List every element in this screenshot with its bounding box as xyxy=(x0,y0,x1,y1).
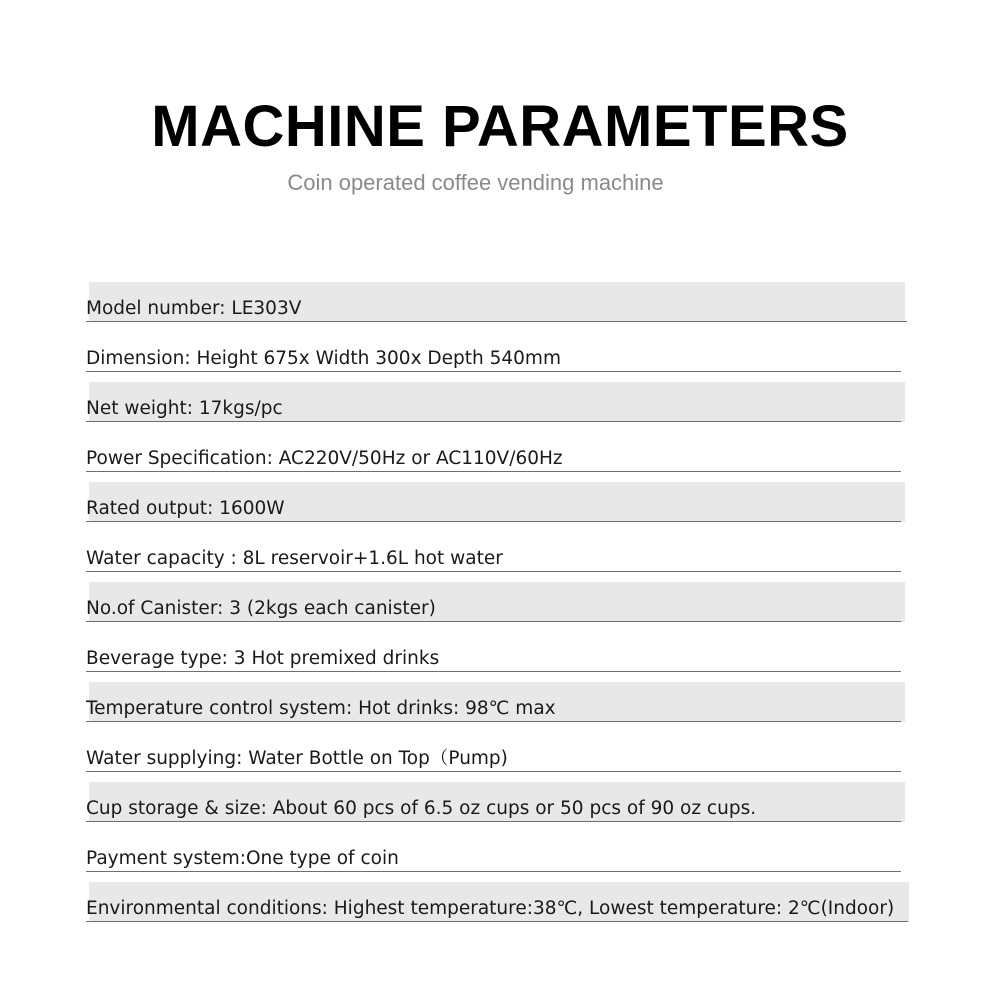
parameter-list xyxy=(0,282,1000,932)
row-divider xyxy=(86,871,901,872)
parameter-row xyxy=(0,332,1000,382)
parameter-water-capacity: Water capacity : 8L reservoir+1.6L hot water xyxy=(86,548,503,569)
row-divider xyxy=(86,771,901,772)
row-divider xyxy=(86,571,901,572)
parameter-canister: No.of Canister: 3 (2kgs each canister) xyxy=(86,598,436,619)
row-divider xyxy=(86,521,901,522)
row-divider xyxy=(86,471,901,472)
parameter-temperature-control: Temperature control system: Hot drinks: 98℃ max xyxy=(86,698,556,719)
parameter-row xyxy=(0,582,1000,632)
parameter-environmental-conditions: Environmental conditions: Highest temperature:38℃, Lowest temperature: 2℃(Indoor) xyxy=(86,898,895,919)
parameter-row xyxy=(0,432,1000,482)
parameter-row xyxy=(0,732,1000,782)
parameter-row xyxy=(0,832,1000,882)
row-divider xyxy=(86,621,901,622)
row-divider xyxy=(86,671,901,672)
parameter-row xyxy=(0,382,1000,432)
parameter-row xyxy=(0,682,1000,732)
parameter-payment-system: Payment system:One type of coin xyxy=(86,848,399,869)
row-divider xyxy=(86,721,901,722)
parameter-cup-storage: Cup storage & size: About 60 pcs of 6.5 oz cups or 50 pcs of 90 oz cups. xyxy=(86,798,757,819)
row-divider xyxy=(86,321,907,322)
page-subtitle: Coin operated coffee vending machine xyxy=(287,170,664,195)
parameter-beverage-type: Beverage type: 3 Hot premixed drinks xyxy=(86,648,440,669)
parameter-model-number: Model number: LE303V xyxy=(86,298,302,319)
parameter-power-specification: Power Specification: AC220V/50Hz or AC110V/60Hz xyxy=(86,448,563,469)
row-divider xyxy=(86,371,901,372)
parameter-row xyxy=(0,632,1000,682)
row-divider xyxy=(86,821,901,822)
parameter-row xyxy=(0,282,1000,332)
parameter-rated-output: Rated output: 1600W xyxy=(86,498,285,519)
parameter-row xyxy=(0,482,1000,532)
parameter-net-weight: Net weight: 17kgs/pc xyxy=(86,398,283,419)
row-divider xyxy=(86,421,901,422)
parameter-water-supplying: Water supplying: Water Bottle on Top（Pump) xyxy=(86,748,508,769)
parameter-row xyxy=(0,532,1000,582)
parameter-row xyxy=(0,882,1000,932)
page-title: MACHINE PARAMETERS xyxy=(151,94,849,159)
parameter-row xyxy=(0,782,1000,832)
parameter-dimension: Dimension: Height 675x Width 300x Depth 540mm xyxy=(86,348,561,369)
row-divider xyxy=(86,921,908,922)
